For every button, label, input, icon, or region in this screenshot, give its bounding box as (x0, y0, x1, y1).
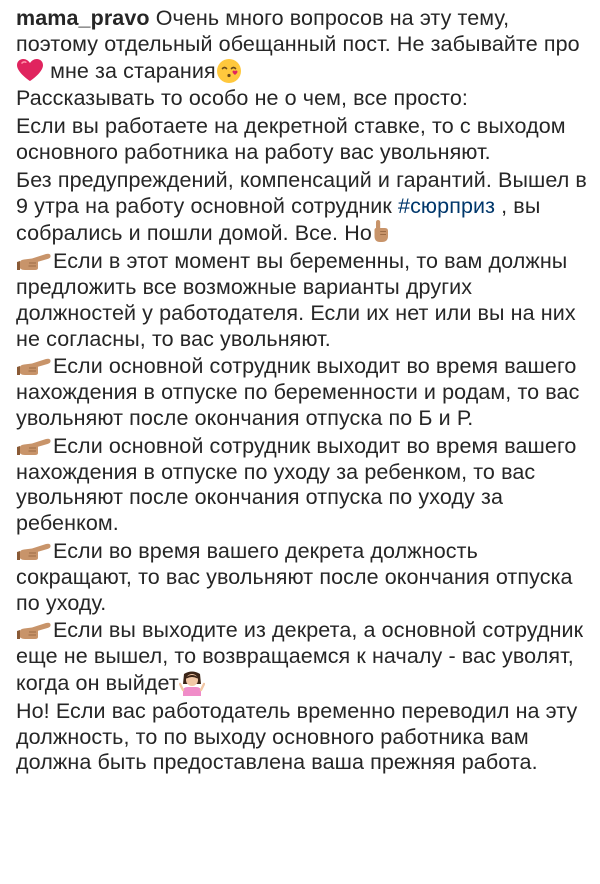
bullet-text: Если основной сотрудник выходит во время вашего нахождения в отпуске по беременности и родам, то вас увольняют после окончания отпуска по Б и Р. (16, 354, 580, 430)
post-caption (16, 6, 590, 776)
bullet-item (16, 539, 590, 616)
backhand-index-pointing-right-emoji (16, 541, 52, 561)
bullet-text: Если в этот момент вы беременны, то вам должны предложить все возможные варианты других должностей у работодателя. Если их нет или вы на них не согласны, то вас увольняют. (16, 249, 576, 351)
bullet-item (16, 249, 590, 352)
heart-after-text: мне за старания (44, 58, 216, 83)
caption-paragraph-4 (16, 168, 590, 247)
backhand-index-pointing-right-emoji (16, 251, 52, 271)
face-blowing-kiss-emoji (216, 58, 242, 84)
backhand-index-pointing-right-emoji (16, 436, 52, 456)
caption-paragraph-2: Рассказывать то особо не о чем, все просто: (16, 86, 468, 111)
bullet-text: Если во время вашего декрета должность сокращают, то вас увольняют после окончания отпуска по уходу. (16, 538, 573, 615)
bullet-item (16, 354, 590, 431)
caption-paragraph-3: Если вы работаете на декретной ставке, то с выходом основного работника на работу вас увольняют. (16, 114, 566, 164)
person-shrugging-emoji (179, 670, 205, 696)
intro-text: Очень много вопросов на эту тему, поэтому отдельный обещанный пост. Не забывайте про (16, 6, 580, 56)
p4-text: Без предупреждений, компенсаций и гарантий. Вышел в 9 утра на работу основной сотрудник (16, 167, 587, 218)
backhand-index-pointing-right-emoji (16, 356, 52, 376)
index-pointing-up-emoji (372, 219, 390, 243)
bullet-text: Если вы выходите из декрета, а основной сотрудник еще не вышел, то возвращаемся к началу - вас уволят, когда он выйдет (16, 618, 584, 695)
hashtag-link[interactable]: #сюрприз (398, 193, 496, 218)
caption-paragraph-intro (16, 6, 590, 84)
p4-after-hashtag: , вы собрались и пошли домой. Все. Но (16, 193, 541, 246)
red-heart-emoji (16, 58, 44, 82)
bullet-item (16, 434, 590, 537)
bullet-item (16, 618, 590, 696)
caption-paragraph-final: Но! Если вас работодатель временно переводил на эту должность, то по выходу основного работника вам должна быть предоставлена ваша прежняя работа. (16, 698, 578, 775)
username-link[interactable]: mama_pravo (16, 6, 150, 30)
backhand-index-pointing-right-emoji (16, 620, 52, 640)
bullet-text: Если основной сотрудник выходит во время вашего нахождения в отпуске по уходу за ребенком, то вас увольняют после окончания отпуска по уходу за ребенком. (16, 433, 577, 536)
